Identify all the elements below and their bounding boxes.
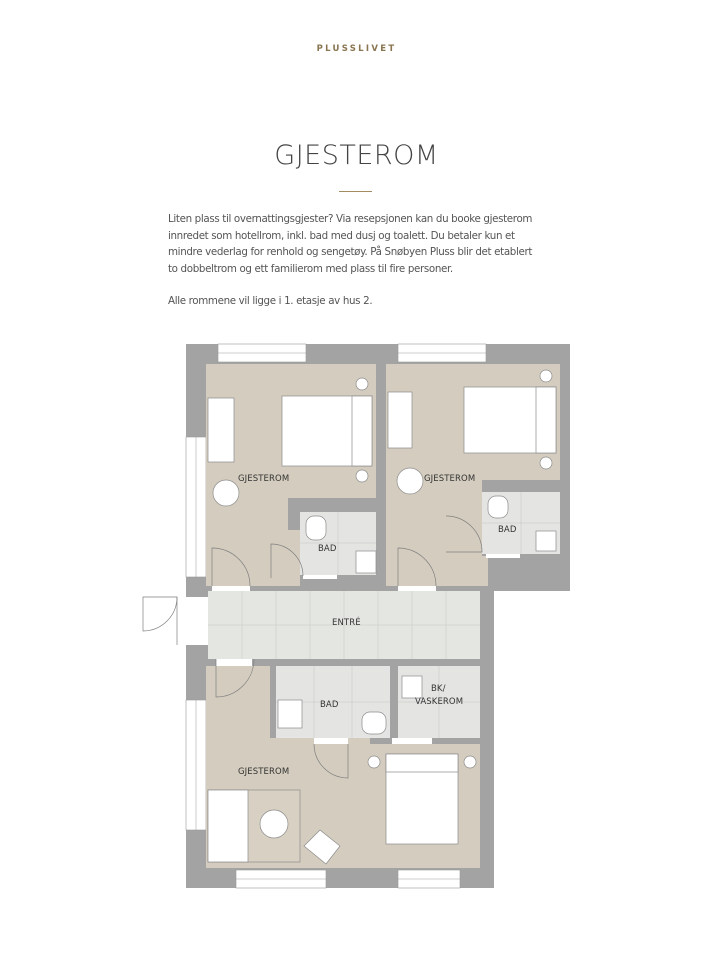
section-eyebrow: PLUSSLIVET bbox=[316, 44, 397, 54]
room-label-entre: ENTRÉ bbox=[332, 618, 361, 628]
room-label-bad-1: BAD bbox=[318, 544, 337, 554]
intro-line: mindre vederlag for renhold og sengetøy. På Snøbyen Pluss blir det etablert bbox=[168, 246, 533, 258]
intro-line: innredet som hotellrom, inkl. bad med dusj og toalett. Du betaler kun et bbox=[168, 229, 515, 242]
entrance-opening bbox=[186, 597, 208, 645]
room-label-gjesterom-1: GJESTEROM bbox=[238, 474, 290, 484]
intro-paragraph bbox=[168, 211, 563, 277]
page-title: GJESTEROM bbox=[274, 140, 439, 171]
room-label-gjesterom-3: GJESTEROM bbox=[238, 767, 290, 777]
title-divider bbox=[339, 191, 372, 192]
room-label-bad-2: BAD bbox=[498, 525, 517, 535]
intro-line: Liten plass til overnattingsgjester? Via resepsjonen kan du booke gjesterom bbox=[168, 213, 533, 225]
floor-note: Alle rommene vil ligge i 1. etasje av hus 2. bbox=[168, 295, 373, 307]
floor-plan bbox=[140, 340, 580, 900]
room-label-bk: BK/ bbox=[431, 684, 446, 694]
intro-text bbox=[168, 211, 563, 310]
room-label-bad-3: BAD bbox=[320, 700, 339, 710]
room-label-gjesterom-2: GJESTEROM bbox=[424, 474, 476, 484]
room-label-vaskerom: VASKEROM bbox=[415, 697, 464, 707]
intro-line: to dobbeltrom og ett familierom med plass til fire personer. bbox=[168, 262, 453, 275]
